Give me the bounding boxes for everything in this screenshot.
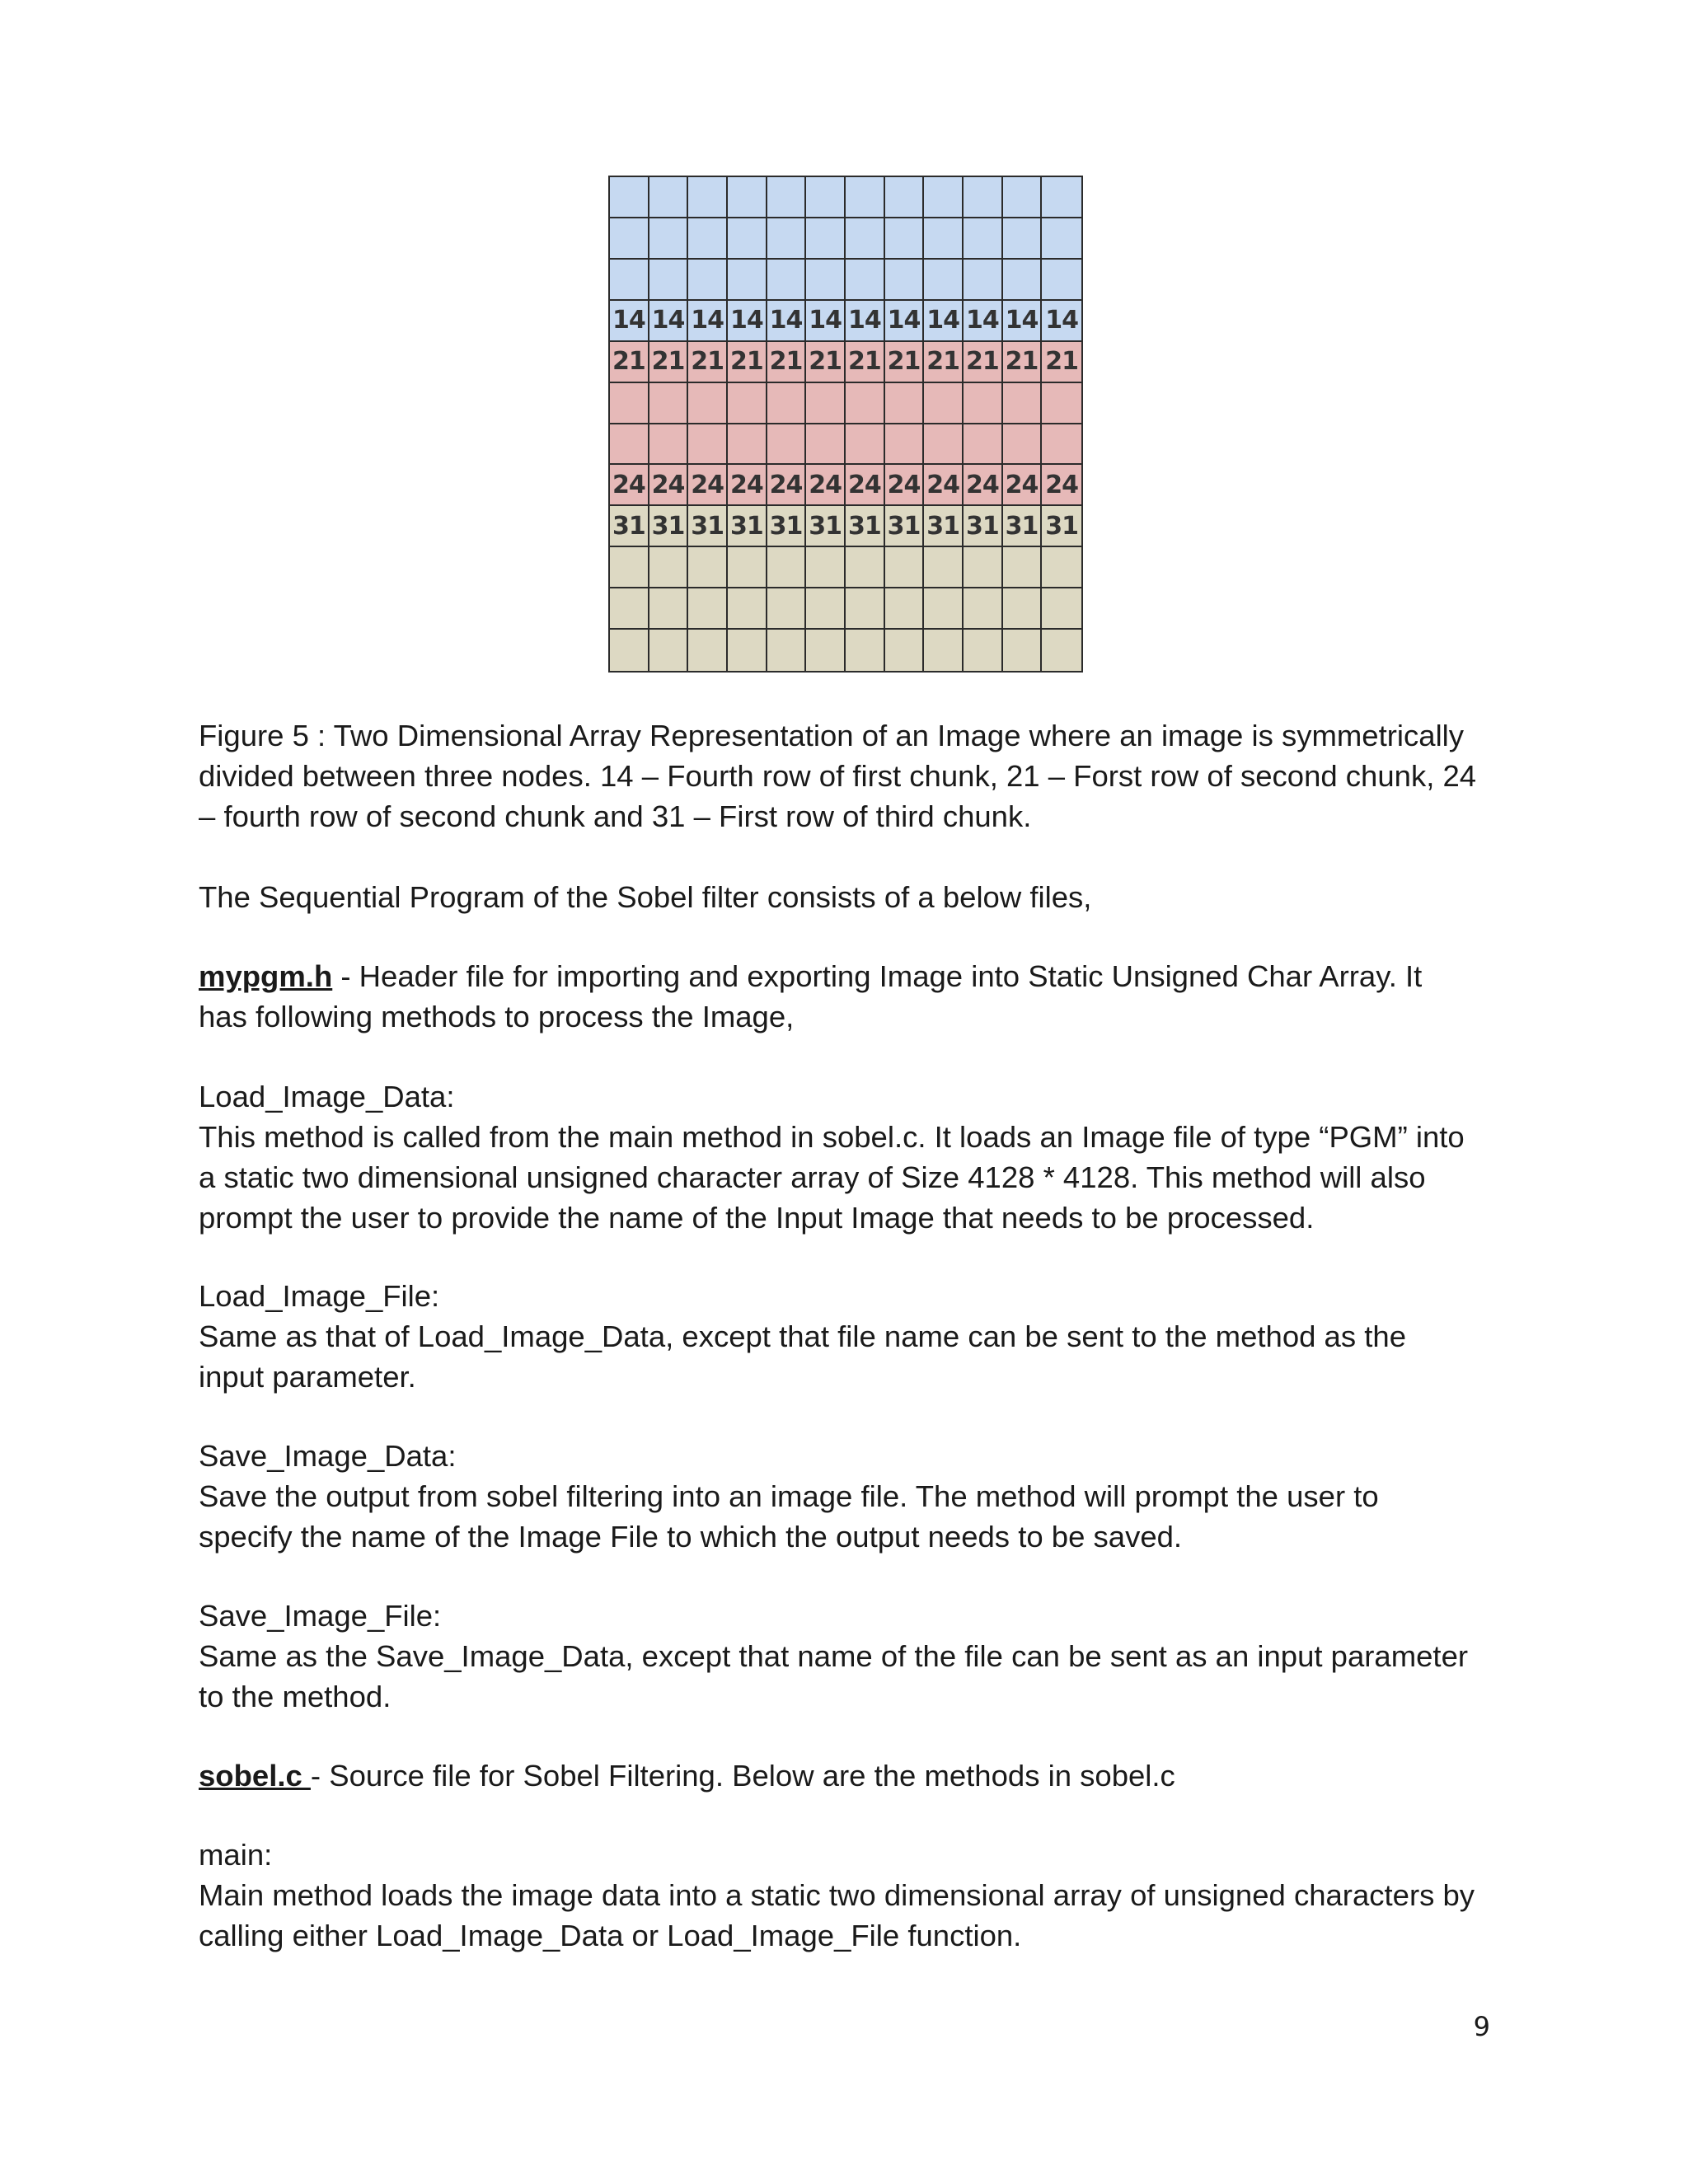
grid-cell: [728, 547, 767, 588]
grid-cell: 24: [1003, 465, 1043, 506]
grid-cell: [846, 177, 885, 218]
grid-cell: 24: [1042, 465, 1081, 506]
grid-cell: [688, 547, 728, 588]
grid-cell: [728, 588, 767, 630]
method-description: Main method loads the image data into a static two dimensional array of unsigned characters by: [199, 1878, 1475, 1912]
grid-cell: 24: [806, 465, 846, 506]
grid-cell: 24: [610, 465, 649, 506]
grid-cell: [885, 218, 925, 260]
grid-cell: [1003, 630, 1043, 671]
grid-cell: [806, 260, 846, 301]
grid-cell: [767, 547, 807, 588]
grid-cell: [806, 547, 846, 588]
grid-cell: 14: [1042, 301, 1081, 342]
grid-cell: [688, 383, 728, 424]
grid-cell: [1003, 260, 1043, 301]
grid-cell: 24: [728, 465, 767, 506]
grid-cell: 31: [728, 506, 767, 547]
grid-cell: [688, 260, 728, 301]
sobel-filename: sobel.c: [199, 1759, 311, 1793]
grid-cell: [767, 177, 807, 218]
grid-cell: [728, 424, 767, 466]
grid-cell: [688, 424, 728, 466]
grid-cell: [1042, 547, 1081, 588]
method-description: Same as that of Load_Image_Data, except that file name can be sent to the method as the: [199, 1319, 1406, 1353]
method-description: This method is called from the main method in sobel.c. It loads an Image file of type “PGM” into: [199, 1120, 1465, 1154]
grid-cell: 14: [649, 301, 689, 342]
grid-cell: [924, 630, 964, 671]
grid-cell: [767, 588, 807, 630]
load-image-file-section: [199, 1276, 1501, 1397]
mypgm-description: has following methods to process the Image,: [199, 1000, 795, 1033]
grid-cell: 21: [806, 342, 846, 383]
array-grid-figure: [608, 176, 1083, 673]
grid-cell: [1042, 588, 1081, 630]
grid-cell: 31: [964, 506, 1003, 547]
grid-cell: [885, 177, 925, 218]
sobel-paragraph: [199, 1755, 1501, 1796]
grid-cell: 14: [846, 301, 885, 342]
grid-cell: [964, 547, 1003, 588]
sobel-description: - Source file for Sobel Filtering. Below are the methods in sobel.c: [310, 1759, 1175, 1793]
mypgm-paragraph: [199, 956, 1501, 1037]
grid-cell: [806, 383, 846, 424]
grid-cell: [610, 383, 649, 424]
grid-cell: [610, 424, 649, 466]
grid-cell: 21: [1042, 342, 1081, 383]
grid-cell: [649, 424, 689, 466]
page-number: 9: [1473, 2011, 1490, 2042]
grid-cell: [806, 177, 846, 218]
grid-cell: 14: [806, 301, 846, 342]
grid-cell: 21: [846, 342, 885, 383]
grid-cell: [610, 260, 649, 301]
grid-cell: [649, 547, 689, 588]
grid-cell: 21: [964, 342, 1003, 383]
grid-cell: 24: [964, 465, 1003, 506]
grid-cell: 24: [846, 465, 885, 506]
grid-cell: [924, 177, 964, 218]
save-image-file-section: [199, 1596, 1501, 1717]
grid-cell: [649, 177, 689, 218]
grid-cell: [610, 547, 649, 588]
method-description: specify the name of the Image File to which the output needs to be saved.: [199, 1520, 1183, 1554]
grid-cell: [885, 383, 925, 424]
grid-cell: 21: [649, 342, 689, 383]
method-description: to the method.: [199, 1680, 392, 1713]
grid-cell: [1042, 383, 1081, 424]
grid-cell: 31: [649, 506, 689, 547]
grid-cell: [1042, 177, 1081, 218]
grid-cell: [610, 588, 649, 630]
grid-cell: [728, 177, 767, 218]
grid-cell: 14: [1003, 301, 1043, 342]
grid-cell: [924, 218, 964, 260]
grid-cell: [924, 588, 964, 630]
grid-cell: [846, 383, 885, 424]
grid-cell: [885, 630, 925, 671]
grid-cell: 24: [767, 465, 807, 506]
grid-cell: [1003, 424, 1043, 466]
grid-cell: [1042, 218, 1081, 260]
grid-cell: [924, 424, 964, 466]
grid-cell: [964, 383, 1003, 424]
grid-cell: [1003, 383, 1043, 424]
grid-cell: 14: [885, 301, 925, 342]
save-image-data-section: [199, 1436, 1501, 1557]
main-method-section: [199, 1835, 1501, 1956]
method-heading: main:: [199, 1838, 273, 1872]
grid-cell: [806, 218, 846, 260]
grid-cell: 24: [885, 465, 925, 506]
grid-cell: [1003, 547, 1043, 588]
caption-line: – fourth row of second chunk and 31 – First row of third chunk.: [199, 799, 1032, 833]
grid-cell: [964, 588, 1003, 630]
grid-cell: 24: [924, 465, 964, 506]
grid-cell: [767, 218, 807, 260]
grid-cell: [964, 424, 1003, 466]
method-description: prompt the user to provide the name of the Input Image that needs to be processed.: [199, 1201, 1315, 1235]
grid-cell: [846, 630, 885, 671]
grid-cell: [688, 177, 728, 218]
grid-cell: 24: [688, 465, 728, 506]
figure-caption: [199, 715, 1501, 837]
grid-cell: [806, 424, 846, 466]
method-description: calling either Load_Image_Data or Load_Image_File function.: [199, 1919, 1022, 1952]
method-description: Save the output from sobel filtering into an image file. The method will prompt the user to: [199, 1479, 1379, 1513]
grid-cell: [688, 630, 728, 671]
grid-cell: [885, 588, 925, 630]
grid-cell: [649, 630, 689, 671]
grid-cell: [1042, 630, 1081, 671]
grid-cell: [964, 177, 1003, 218]
grid-cell: [924, 383, 964, 424]
grid-cell: [924, 547, 964, 588]
grid-cell: [924, 260, 964, 301]
grid-cell: [649, 260, 689, 301]
grid-cell: [649, 588, 689, 630]
grid-cell: [728, 630, 767, 671]
caption-line: divided between three nodes. 14 – Fourth row of first chunk, 21 – Forst row of second chunk, 24: [199, 759, 1477, 793]
grid-cell: 14: [924, 301, 964, 342]
caption-line: Figure 5 : Two Dimensional Array Representation of an Image where an image is symmetrically: [199, 719, 1465, 752]
grid-cell: [767, 260, 807, 301]
grid-cell: [1003, 588, 1043, 630]
grid-cell: [806, 588, 846, 630]
grid-cell: [728, 218, 767, 260]
grid-cell: [1042, 260, 1081, 301]
grid-cell: 24: [649, 465, 689, 506]
grid-cell: 14: [688, 301, 728, 342]
grid-cell: 31: [924, 506, 964, 547]
grid-cell: 21: [767, 342, 807, 383]
grid-cell: 31: [610, 506, 649, 547]
grid-cell: [806, 630, 846, 671]
method-heading: Load_Image_File:: [199, 1279, 440, 1313]
grid-cell: [964, 630, 1003, 671]
grid-cell: [649, 383, 689, 424]
grid-cell: 21: [924, 342, 964, 383]
method-heading: Save_Image_File:: [199, 1599, 442, 1633]
grid-cell: [846, 260, 885, 301]
grid-cell: 31: [767, 506, 807, 547]
grid-cell: [767, 383, 807, 424]
grid-cell: 31: [806, 506, 846, 547]
grid-cell: [885, 424, 925, 466]
grid-cell: [964, 218, 1003, 260]
grid-cell: 14: [610, 301, 649, 342]
mypgm-description: - Header file for importing and exporting Image into Static Unsigned Char Array. It: [332, 959, 1423, 993]
grid-cell: 21: [1003, 342, 1043, 383]
grid-cell: [846, 547, 885, 588]
method-description: input parameter.: [199, 1360, 416, 1394]
grid-cell: [1003, 218, 1043, 260]
grid-cell: [610, 630, 649, 671]
grid-cell: [846, 218, 885, 260]
grid-cell: 31: [688, 506, 728, 547]
grid-cell: [649, 218, 689, 260]
grid-cell: 14: [964, 301, 1003, 342]
grid-cell: [728, 260, 767, 301]
grid-cell: [610, 177, 649, 218]
grid-cell: 14: [767, 301, 807, 342]
grid-cell: 21: [610, 342, 649, 383]
grid-cell: 21: [688, 342, 728, 383]
grid-cell: [688, 588, 728, 630]
method-description: a static two dimensional unsigned character array of Size 4128 * 4128. This method will also: [199, 1160, 1426, 1194]
grid-cell: [1003, 177, 1043, 218]
grid-cell: [610, 218, 649, 260]
load-image-data-section: [199, 1076, 1501, 1238]
grid-cell: [767, 630, 807, 671]
grid-cell: [964, 260, 1003, 301]
grid-cell: [688, 218, 728, 260]
grid-cell: [885, 260, 925, 301]
grid-cell: 14: [728, 301, 767, 342]
intro-text: The Sequential Program of the Sobel filter consists of a below files,: [199, 880, 1092, 914]
grid-cell: [1042, 424, 1081, 466]
grid-cell: 31: [885, 506, 925, 547]
grid-cell: [846, 588, 885, 630]
grid-cell: [885, 547, 925, 588]
grid-cell: 21: [728, 342, 767, 383]
intro-paragraph: [199, 877, 1501, 917]
method-heading: Load_Image_Data:: [199, 1080, 455, 1113]
method-heading: Save_Image_Data:: [199, 1439, 457, 1473]
mypgm-filename: mypgm.h: [199, 959, 333, 993]
grid-cell: 31: [846, 506, 885, 547]
grid-cell: [846, 424, 885, 466]
grid-cell: 21: [885, 342, 925, 383]
grid-cell: 31: [1042, 506, 1081, 547]
grid-cell: [767, 424, 807, 466]
grid-cell: [728, 383, 767, 424]
method-description: Same as the Save_Image_Data, except that name of the file can be sent as an input parameter: [199, 1639, 1469, 1673]
grid-cell: 31: [1003, 506, 1043, 547]
